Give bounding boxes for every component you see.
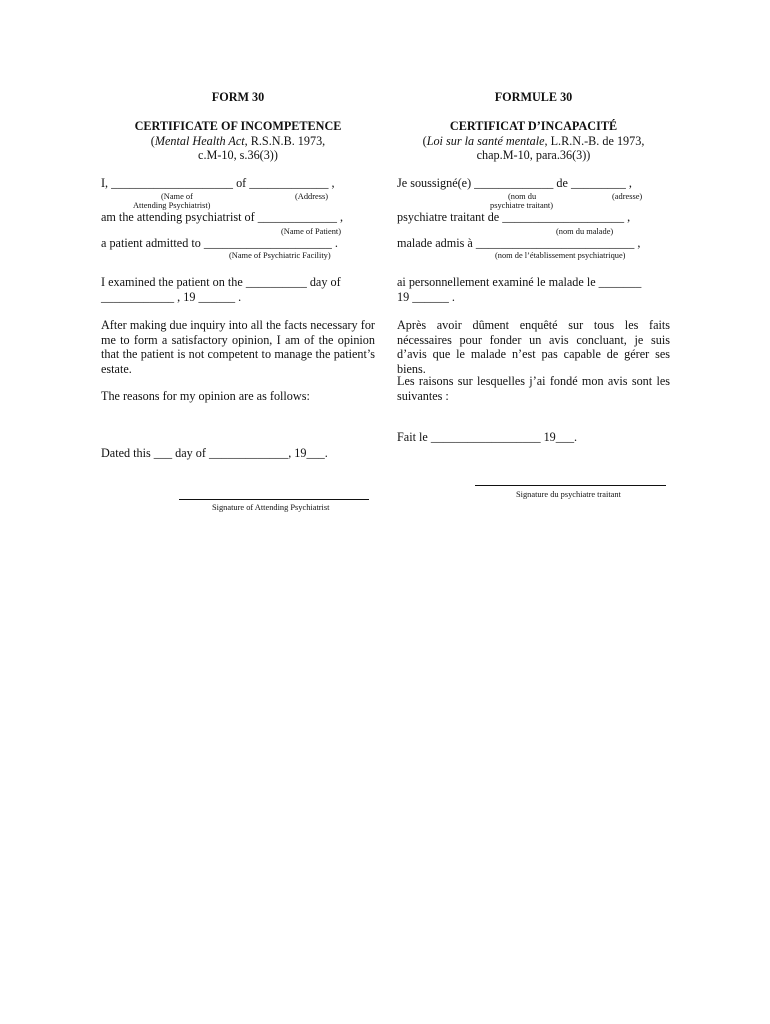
admis-line-fr[interactable]: malade admis à __________________________ , [397, 236, 641, 250]
declarant-line-fr[interactable]: Je soussigné(e) _____________ de _________ , [397, 176, 632, 190]
admitted-line-en[interactable]: a patient admitted to _____________________ . [101, 236, 338, 250]
opinion-paragraph-fr: Après avoir dûment enquêté sur tous les faits nécessaires pour fonder un avis concluant, je suis d’avis que le malade n’est pas capable de gérer ses biens. [397, 318, 670, 376]
signature-line-en[interactable] [179, 499, 369, 500]
examined-line2-en[interactable]: ____________ , 19 ______ . [101, 290, 242, 304]
form-number-en: FORM 30 [211, 90, 265, 104]
caption-nom2-fr: psychiatre traitant) [490, 201, 554, 210]
opinion-paragraph-en: After making due inquiry into all the facts necessary for me to form a satisfactory opinion, I am of the opinion that the patient is not competent to manage the patient’s estate. [101, 318, 375, 376]
signature-caption-fr: Signature du psychiatre traitant [516, 490, 621, 499]
examine-line2-fr[interactable]: 19 ______ . [397, 290, 455, 304]
act-citation-line2-fr: chap.M-10, para.36(3)) [476, 148, 591, 162]
caption-patient-en: (Name of Patient) [281, 227, 341, 236]
form-number-fr: FORMULE 30 [494, 90, 573, 104]
traitant-line-fr[interactable]: psychiatre traitant de ____________________ , [397, 210, 631, 224]
caption-adresse-fr: (adresse) [612, 192, 643, 201]
act-name-fr: Loi sur la santé mentale [426, 134, 545, 148]
act-citation-fr: (Loi sur la santé mentale, L.R.N.-B. de 1973, [422, 134, 645, 148]
caption-name2-en: Attending Psychiatrist) [133, 201, 211, 210]
signature-line-fr[interactable] [475, 485, 666, 486]
examine-line1-fr[interactable]: ai personnellement examiné le malade le _______ [397, 275, 642, 289]
reasons-heading-en: The reasons for my opinion are as follows: [101, 389, 310, 403]
declarant-line-en[interactable]: I, ____________________ of _____________ , [101, 176, 335, 190]
act-citation-line2-en: c.M-10, s.36(3)) [198, 148, 278, 162]
caption-malade-fr: (nom du malade) [556, 227, 614, 236]
signature-caption-en: Signature of Attending Psychiatrist [212, 503, 330, 512]
act-citation-en: (Mental Health Act, R.S.N.B. 1973, [150, 134, 326, 148]
dated-line-en[interactable]: Dated this ___ day of _____________, 19___. [101, 446, 328, 460]
reasons-heading-fr: Les raisons sur lesquelles j’ai fondé mon avis sont les suivantes : [397, 374, 670, 403]
certificate-title-en: CERTIFICATE OF INCOMPETENCE [134, 119, 342, 133]
caption-name-en: (Name of [161, 192, 193, 201]
caption-nom-fr: (nom du [508, 192, 537, 201]
caption-facility-en: (Name of Psychiatric Facility) [229, 251, 331, 260]
caption-etablissement-fr: (nom de l’établissement psychiatrique) [495, 251, 626, 260]
certificate-title-fr: CERTIFICAT D’INCAPACITÉ [449, 119, 618, 133]
caption-address-en: (Address) [295, 192, 329, 201]
act-name-en: Mental Health Act [154, 134, 245, 148]
examined-line1-en[interactable]: I examined the patient on the __________ day of [101, 275, 341, 289]
attending-line-en[interactable]: am the attending psychiatrist of _____________ , [101, 210, 344, 224]
fait-line-fr[interactable]: Fait le __________________ 19___. [397, 430, 578, 444]
